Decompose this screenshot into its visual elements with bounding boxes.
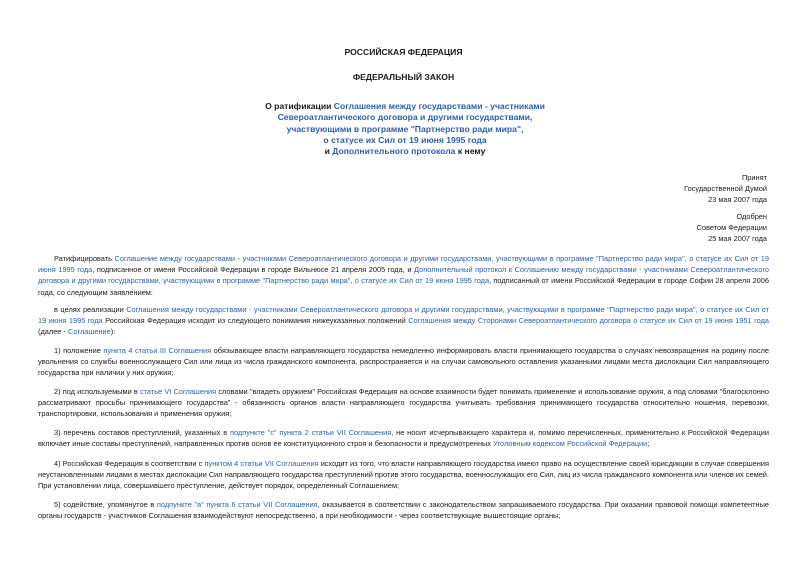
title-link-agreement[interactable]: Соглашения между государствами - участниками [333, 101, 545, 111]
link-article-6[interactable]: статье VI Соглашения [139, 387, 217, 396]
approved-label: Одобрен [736, 212, 767, 221]
text: словами "владеть оружием" Российская Федерация на основе взаимности будет понимать применение и использование оружия, а под словами "благосклонно рассматривают просьбы принимающего государства" - обязанность органов власти направляющего государства учитывать требования принимающего государства относительно ношения, перевозки, транспортировки, использования и применения оружия; [38, 387, 769, 419]
text: , подписанное от имени Российской Федерации в городе Вильнюсе 21 апреля 2005 года, и [92, 265, 415, 275]
approved-block [697, 211, 767, 244]
text: обязывающее власти направляющего государства немедленно информировать власти принимающего государства о случаях невозвращения на родину после увольнения со службы военнослужащего Сил или лица из числа гражданского компонента, распространяется и на случаи самовольного оставления указанными лицами места дислокации Сил направляющего государства при наличии у них оружия; [38, 346, 769, 378]
text: (далее - [38, 327, 68, 337]
adopted-body: Государственной Думой [684, 184, 767, 193]
link-protocol[interactable]: Дополнительный протокол к Соглашению между государствами - участниками Североатлантического договора и другими государствами, участвующими в программе "Партнерство ради мира", о статусе их Сил от 19 июня 1995 года [38, 265, 769, 286]
text: , подписанный от имени Российской Федерации в городе Софии 28 апреля 2006 года, со следующим заявлением: [38, 276, 769, 297]
text: ): [110, 327, 116, 337]
title-link-agreement-3[interactable]: участвующими в программе "Партнерство ради мира", [286, 123, 524, 134]
approved-body: Советом Федерации [696, 223, 767, 232]
title-text-and: и [324, 146, 333, 157]
paragraph-understanding [38, 304, 769, 338]
text: , оказывается в соответствии с законодательством запрашиваемого государства. При оказании правовой помощи компетентные органы государств - участников Соглашения взаимодействуют непосредственно, а при необходимости - через соответствующие вышестоящие органы; [38, 500, 769, 521]
text: 4) Российская Федерация в соответствии с [54, 459, 205, 468]
title-text-end: к нему [455, 146, 486, 157]
title-link-agreement-4[interactable]: о статусе их Сил от 19 июня 1995 года [323, 134, 487, 145]
text: , не носит исчерпывающего характера и, помимо перечисленных, применительно к Российской Федерации включает иные составы преступлений, направленных против основ ее конституционного строя и безопасности и предусмотренных [38, 428, 770, 449]
country-heading: РОССИЙСКАЯ ФЕДЕРАЦИЯ [344, 47, 463, 57]
law-title [190, 101, 620, 157]
paragraph-item-5 [38, 499, 769, 521]
paragraph-item-4 [38, 458, 769, 492]
paragraph-item-3 [38, 427, 769, 449]
title-link-agreement-2[interactable]: Североатлантического договора и другими государствами, [277, 112, 533, 123]
text: исходит из того, что власти направляющего государства имеют право на осуществление своей юрисдикции в случае совершения неустановленными лицами в местах дислокации Сил направляющего государства преступлений против этого государства, военнослужащих его Сил, лиц из числа гражданского компонента или членов их семей. При установлении лица, совершившего преступление, действует порядок, определенный Соглашением; [38, 459, 769, 491]
link-article-7-6a[interactable]: подпункте "а" пункта 6 статьи VII Соглашения [156, 500, 318, 509]
link-criminal-code[interactable]: Уголовным кодексом Российской Федерации [493, 439, 648, 449]
law-type-heading: ФЕДЕРАЛЬНЫЙ ЗАКОН [352, 72, 455, 82]
approved-date: 25 мая 2007 года [708, 234, 767, 243]
text: ; [647, 439, 650, 449]
paragraph-item-1 [38, 345, 769, 379]
link-agreement-short[interactable]: Соглашение [68, 327, 111, 337]
title-link-protocol[interactable]: Дополнительного протокола [332, 146, 456, 157]
text: Российская Федерация исходит из следующего понимания нижеуказанных положений [102, 316, 409, 326]
text: 5) содействие, упомянутое в [54, 500, 157, 509]
text: 3) перечень составов преступлений, указанных в [54, 428, 230, 437]
adopted-date: 23 мая 2007 года [708, 195, 767, 204]
text: 2) под используемыми в [54, 387, 140, 396]
text: 1) положение [54, 346, 104, 355]
link-agreement[interactable]: Соглашения между государствами - участниками Североатлантического договора и другими государствами, участвующими в программе "Партнерство ради мира", о статусе их Сил от 19 июня 1995 года [38, 305, 769, 326]
text: в целях реализации [54, 305, 127, 314]
link-agreement[interactable]: Соглашение между государствами - участниками Североатлантического договора и другими государствами, участвующими в программе "Партнерство ради мира", о статусе их Сил от 19 июня 1995 года [38, 254, 770, 275]
adopted-block [684, 172, 767, 205]
link-agreement-1951[interactable]: Соглашения между Сторонами Североатлантического договора о статусе их Сил от 19 июня 1951 года [408, 316, 770, 326]
paragraph-item-2 [38, 386, 769, 420]
paragraph-ratify [38, 253, 769, 298]
adopted-label: Принят [741, 173, 767, 182]
text: Ратифицировать [54, 254, 115, 263]
link-article-7-4[interactable]: пунктом 4 статьи VII Соглашения [204, 459, 319, 468]
link-article-7-2c[interactable]: подпункте "с" пункта 2 статьи VII Соглашения [229, 428, 392, 437]
title-text: О ратификации [265, 101, 334, 111]
link-article-3[interactable]: пункта 4 статьи III Соглашения [103, 346, 212, 355]
